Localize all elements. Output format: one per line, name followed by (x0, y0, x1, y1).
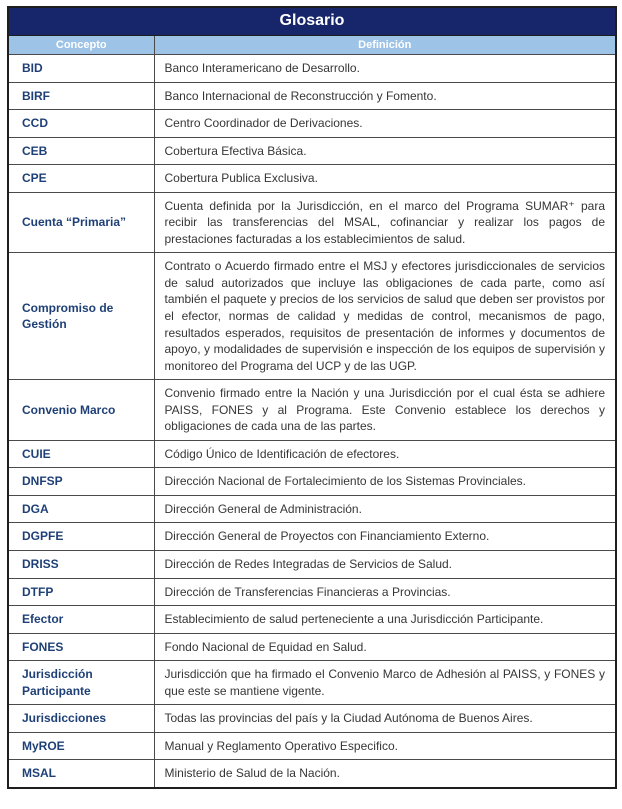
definition-cell: Cobertura Efectiva Básica. (154, 137, 616, 165)
table-row (8, 705, 616, 733)
concept-cell: DRISS (8, 551, 154, 579)
column-header-concepto: Concepto (8, 36, 154, 55)
definition-cell: Banco Internacional de Reconstrucción y Fomento. (154, 82, 616, 110)
title-row (8, 7, 616, 36)
table-row (8, 468, 616, 496)
concept-cell: DGPFE (8, 523, 154, 551)
definition-cell: Dirección de Transferencias Financieras a Provincias. (154, 578, 616, 606)
definition-cell: Centro Coordinador de Derivaciones. (154, 110, 616, 138)
table-row (8, 661, 616, 705)
table-row (8, 192, 616, 253)
table-row (8, 732, 616, 760)
table-row (8, 760, 616, 788)
concept-cell: Jurisdicciones (8, 705, 154, 733)
concept-cell: DTFP (8, 578, 154, 606)
definition-cell: Jurisdicción que ha firmado el Convenio Marco de Adhesión al PAISS, y FONES y que este se mantiene vigente. (154, 661, 616, 705)
concept-cell: Jurisdicción Participante (8, 661, 154, 705)
concept-cell: DNFSP (8, 468, 154, 496)
table-row (8, 165, 616, 193)
column-header-row (8, 36, 616, 55)
concept-cell: DGA (8, 495, 154, 523)
concept-cell: BID (8, 55, 154, 83)
definition-cell: Dirección General de Proyectos con Financiamiento Externo. (154, 523, 616, 551)
table-row (8, 110, 616, 138)
table-row (8, 440, 616, 468)
table-row (8, 55, 616, 83)
glossary-rows (8, 55, 616, 788)
concept-cell: FONES (8, 633, 154, 661)
table-row (8, 633, 616, 661)
definition-cell: Establecimiento de salud perteneciente a una Jurisdicción Participante. (154, 606, 616, 634)
table-row (8, 606, 616, 634)
table-row (8, 578, 616, 606)
table-row (8, 82, 616, 110)
concept-cell: Convenio Marco (8, 380, 154, 441)
concept-cell: CUIE (8, 440, 154, 468)
definition-cell: Dirección Nacional de Fortalecimiento de los Sistemas Provinciales. (154, 468, 616, 496)
definition-cell: Fondo Nacional de Equidad en Salud. (154, 633, 616, 661)
definition-cell: Dirección General de Administración. (154, 495, 616, 523)
concept-cell: Cuenta “Primaria” (8, 192, 154, 253)
definition-cell: Manual y Reglamento Operativo Especifico. (154, 732, 616, 760)
table-row (8, 380, 616, 441)
column-header-definicion: Definición (154, 36, 616, 55)
page-title: Glosario (8, 7, 616, 36)
definition-cell: Cuenta definida por la Jurisdicción, en el marco del Programa SUMAR⁺ para recibir las transferencias del MSAL, cofinanciar y realizar los pagos de prestaciones facturadas a los establecimientos de salud. (154, 192, 616, 253)
definition-cell: Banco Interamericano de Desarrollo. (154, 55, 616, 83)
concept-cell: Compromiso de Gestión (8, 253, 154, 380)
concept-cell: Efector (8, 606, 154, 634)
glossary-table (7, 6, 617, 789)
definition-cell: Convenio firmado entre la Nación y una Jurisdicción por el cual ésta se adhiere PAISS, FONES y al Programa. Este Convenio establece los derechos y obligaciones de cada una de las partes. (154, 380, 616, 441)
concept-cell: MSAL (8, 760, 154, 788)
table-row (8, 253, 616, 380)
concept-cell: MyROE (8, 732, 154, 760)
definition-cell: Cobertura Publica Exclusiva. (154, 165, 616, 193)
table-row (8, 495, 616, 523)
definition-cell: Dirección de Redes Integradas de Servicios de Salud. (154, 551, 616, 579)
definition-cell: Código Único de Identificación de efectores. (154, 440, 616, 468)
concept-cell: CEB (8, 137, 154, 165)
concept-cell: CPE (8, 165, 154, 193)
definition-cell: Todas las provincias del país y la Ciudad Autónoma de Buenos Aires. (154, 705, 616, 733)
definition-cell: Contrato o Acuerdo firmado entre el MSJ y efectores jurisdiccionales de servicios de salud autorizados que incluye las obligaciones de cada parte, como así también el paquete y precios de los servicios de salud que deben ser provistos por el efector, normas de calidad y medidas de control, mecanismos de pago, resultados esperados, requisitos de presentación de informes y documentos de apoyo, y modalidades de supervisión e inspección de los equipos de supervisión y monitoreo del Programa del UCP y de las UGP. (154, 253, 616, 380)
table-row (8, 137, 616, 165)
table-row (8, 523, 616, 551)
concept-cell: BIRF (8, 82, 154, 110)
definition-cell: Ministerio de Salud de la Nación. (154, 760, 616, 788)
concept-cell: CCD (8, 110, 154, 138)
table-row (8, 551, 616, 579)
